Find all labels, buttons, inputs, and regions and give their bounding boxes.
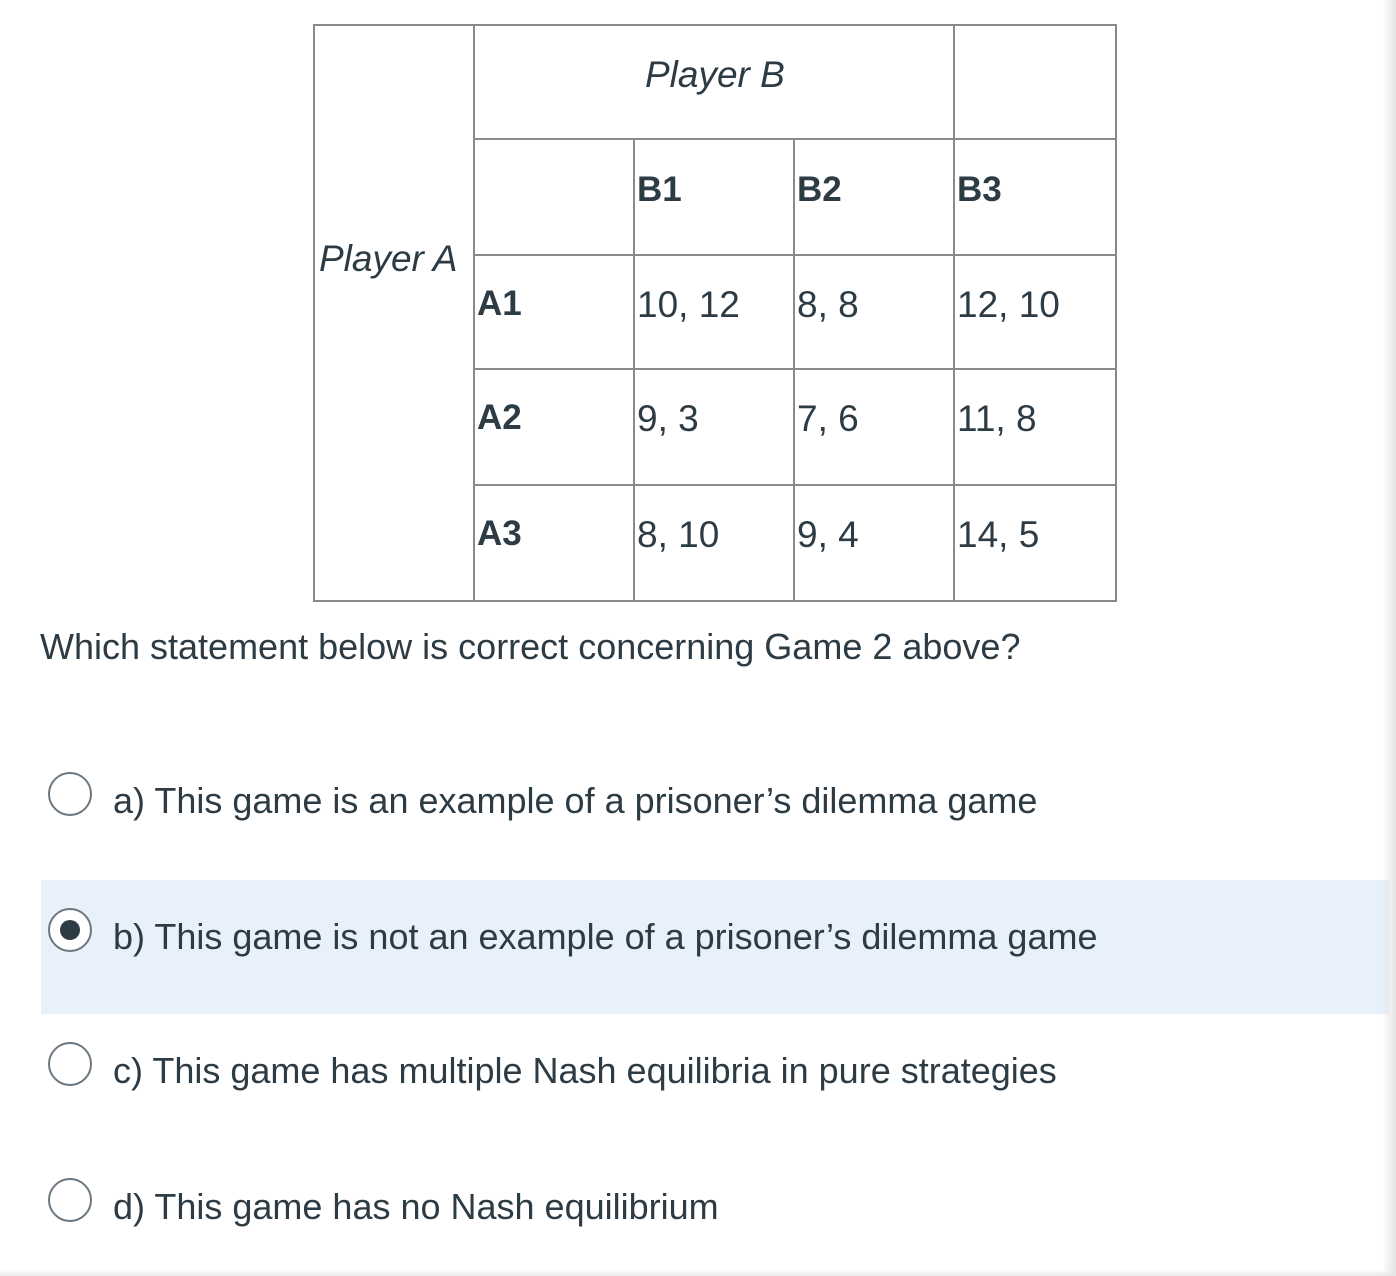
answer-option-d[interactable] [41,1142,1389,1276]
payoff-cell-a2-b3 [953,368,1117,486]
radio-button-b[interactable] [48,908,92,952]
page-edge-shadow [1382,0,1396,1276]
payoff-cell-a3-b3 [953,484,1117,602]
answer-option-a[interactable] [41,736,1389,870]
row-header-a3 [473,484,635,602]
row-header-a3-label: A3 [477,514,522,553]
payoff-a3-b1: 8, 10 [637,514,720,555]
column-header-b2 [793,138,955,256]
player-a-cell [313,24,475,602]
payoff-a2-b2: 7, 6 [797,398,859,439]
payoff-a3-b3: 14, 5 [957,514,1040,555]
answer-option-b[interactable] [41,880,1389,1014]
payoff-cell-a1-b2 [793,254,955,370]
answer-option-c[interactable] [41,1008,1389,1142]
column-header-b3-label: B3 [957,170,1002,209]
row-header-a2-label: A2 [477,398,522,437]
answer-option-a-label[interactable]: a) This game is an example of a prisoner’s dilemma game [113,780,1038,821]
payoff-cell-a1-b3 [953,254,1117,370]
payoff-matrix-table [313,24,1117,602]
column-header-b3 [953,138,1117,256]
payoff-a1-b2: 8, 8 [797,284,859,325]
answer-option-d-label[interactable]: d) This game has no Nash equilibrium [113,1186,719,1227]
question-text: Which statement below is correct concerning Game 2 above? [40,626,1021,667]
payoff-a2-b3: 11, 8 [957,398,1037,439]
payoff-cell-a1-b1 [633,254,795,370]
payoff-a1-b1: 10, 12 [637,284,740,325]
payoff-a2-b1: 9, 3 [637,398,699,439]
empty-header-corner-cell [473,138,635,256]
player-b-label: Player B [645,54,785,95]
radio-button-c[interactable] [48,1042,92,1086]
radio-button-a[interactable] [48,772,92,816]
answer-option-c-label[interactable]: c) This game has multiple Nash equilibria in pure strategies [113,1050,1057,1091]
player-a-label: Player A [319,238,458,279]
payoff-cell-a3-b1 [633,484,795,602]
column-header-b1-label: B1 [637,170,682,209]
column-header-b1 [633,138,795,256]
payoff-a1-b3: 12, 10 [957,284,1060,325]
player-b-cell [473,24,955,140]
payoff-a3-b2: 9, 4 [797,514,859,555]
payoff-cell-a2-b1 [633,368,795,486]
row-header-a1 [473,254,635,370]
page-bottom-shadow [0,1270,1396,1276]
row-header-a2 [473,368,635,486]
answer-option-b-label[interactable]: b) This game is not an example of a prisoner’s dilemma game [113,916,1098,957]
payoff-cell-a3-b2 [793,484,955,602]
column-header-b2-label: B2 [797,170,842,209]
radio-button-d[interactable] [48,1178,92,1222]
payoff-cell-a2-b2 [793,368,955,486]
empty-top-right-cell [953,24,1117,140]
radio-selected-dot [60,920,80,940]
row-header-a1-label: A1 [477,284,522,323]
